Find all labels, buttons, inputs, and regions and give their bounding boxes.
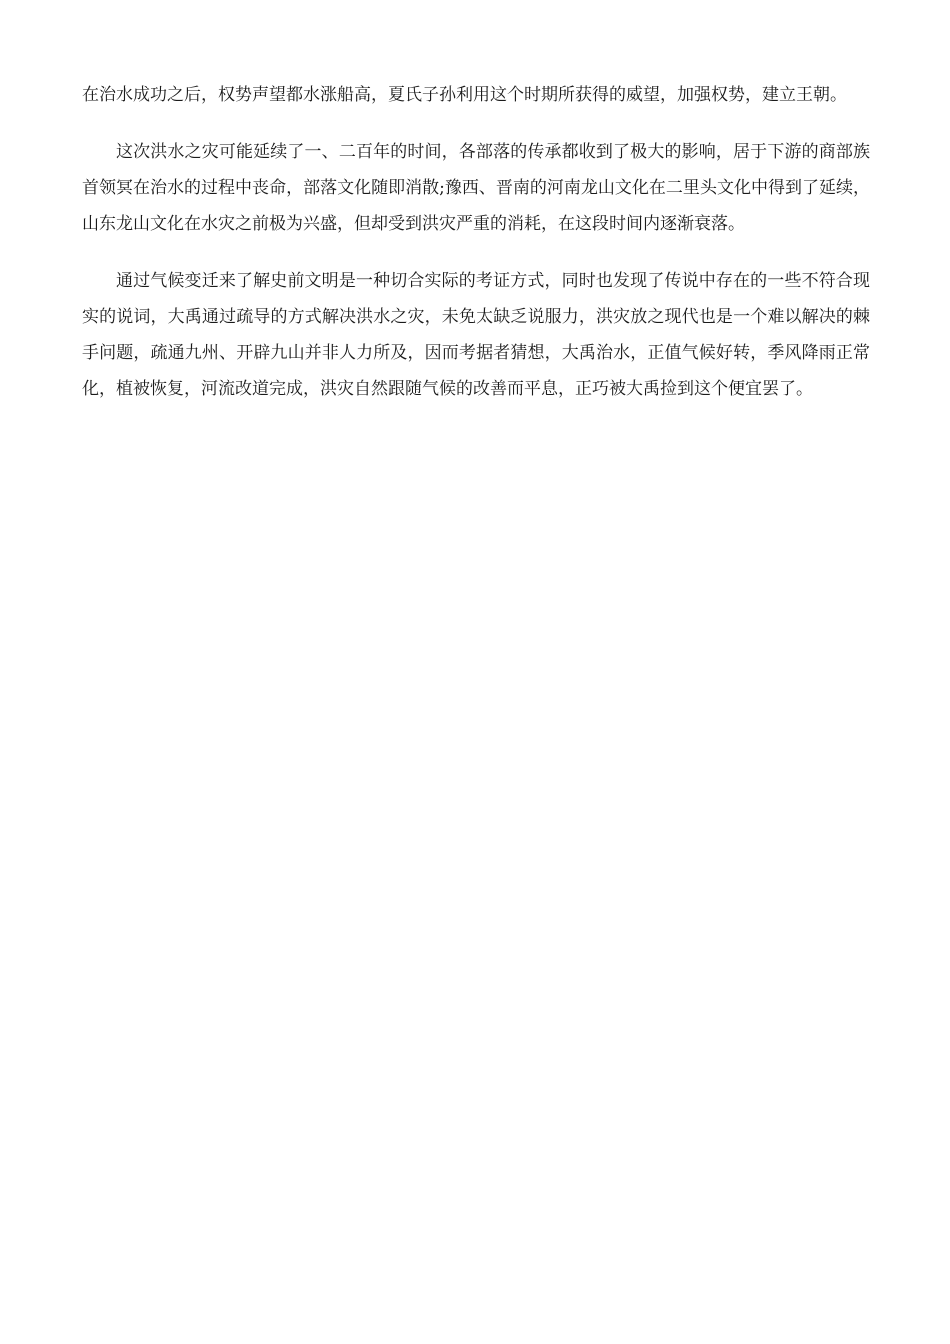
document-body xyxy=(82,77,870,428)
paragraph-climate-hypothesis: 通过气候变迁来了解史前文明是一种切合实际的考证方式，同时也发现了传说中存在的一些不符合现实的说词，大禹通过疏导的方式解决洪水之灾，未免太缺乏说服力，洪灾放之现代也是一个难以解决的棘手问题，疏通九州、开辟九山并非人力所及，因而考据者猜想，大禹治水，正值气候好转，季风降雨正常化，植被恢复，河流改道完成，洪灾自然跟随气候的改善而平息，正巧被大禹捡到这个便宜罢了。 xyxy=(82,271,870,399)
paragraph-continuation: 在治水成功之后，权势声望都水涨船高，夏氏子孙利用这个时期所获得的威望，加强权势，建立王朝。 xyxy=(82,85,847,105)
paragraph-flood-impact: 这次洪水之灾可能延续了一、二百年的时间，各部落的传承都收到了极大的影响，居于下游的商部族首领冥在治水的过程中丧命，部落文化随即消散;豫西、晋南的河南龙山文化在二里头文化中得到了延续，山东龙山文化在水灾之前极为兴盛，但却受到洪灾严重的消耗，在这段时间内逐渐衰落。 xyxy=(82,142,870,234)
